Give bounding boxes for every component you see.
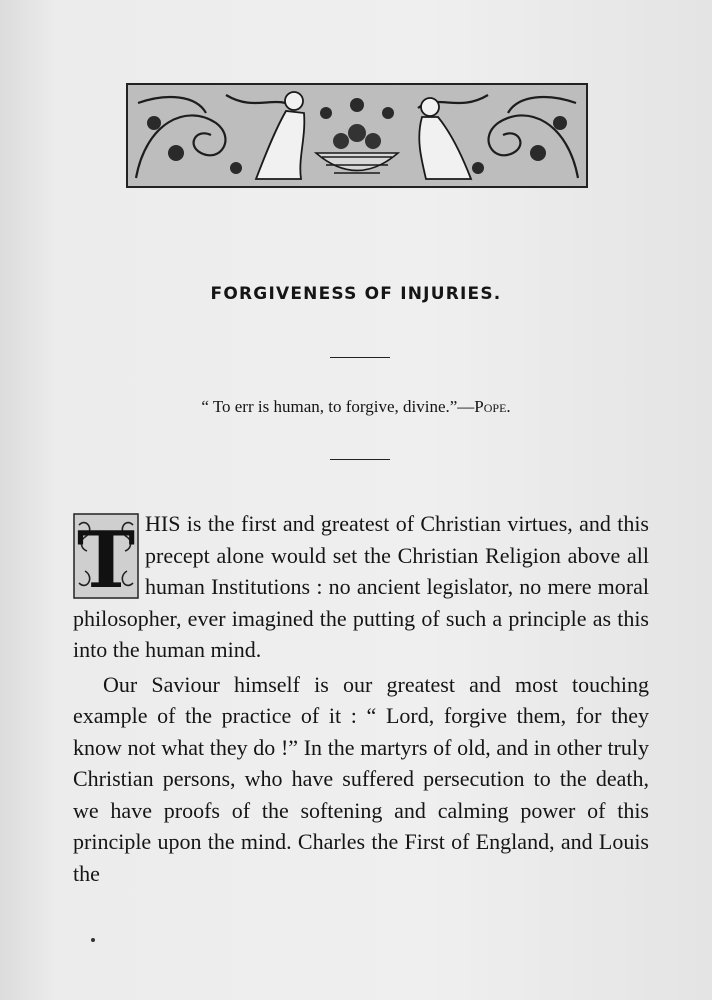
page-speck	[91, 938, 95, 942]
divider-rule-top	[330, 357, 390, 358]
svg-text:T: T	[76, 515, 136, 599]
epigraph-author: Pope.	[474, 397, 511, 416]
chapter-title: FORGIVENESS OF INJURIES.	[210, 284, 502, 304]
epigraph	[0, 397, 712, 417]
paragraph-2: Our Saviour himself is our greatest and most touching example of the practice of it : “ Lord, forgive them, for they know not what they do !” In the martyrs of old, and in other truly Christian persons, who have suffered persecution to the death, we have proofs of the softening and calming power of this principle upon the mind. Charles the First of England, and Louis the	[73, 671, 649, 886]
paragraph-1	[73, 508, 649, 666]
paragraph-1-text: HIS is the first and greatest of Christian virtues, and this precept alone would set the Christian Religion above all human Institutions : no ancient legislator, no mere moral philosopher, ever imagined the putting of such a principle as this into the human mind.	[73, 511, 649, 662]
body-text	[73, 508, 649, 889]
epigraph-quote: “ To err is human, to forgive, divine.”—	[201, 397, 475, 416]
divider-rule-bottom	[330, 459, 390, 460]
headpiece-ornament	[126, 83, 588, 188]
drop-cap-ornament	[73, 513, 139, 599]
